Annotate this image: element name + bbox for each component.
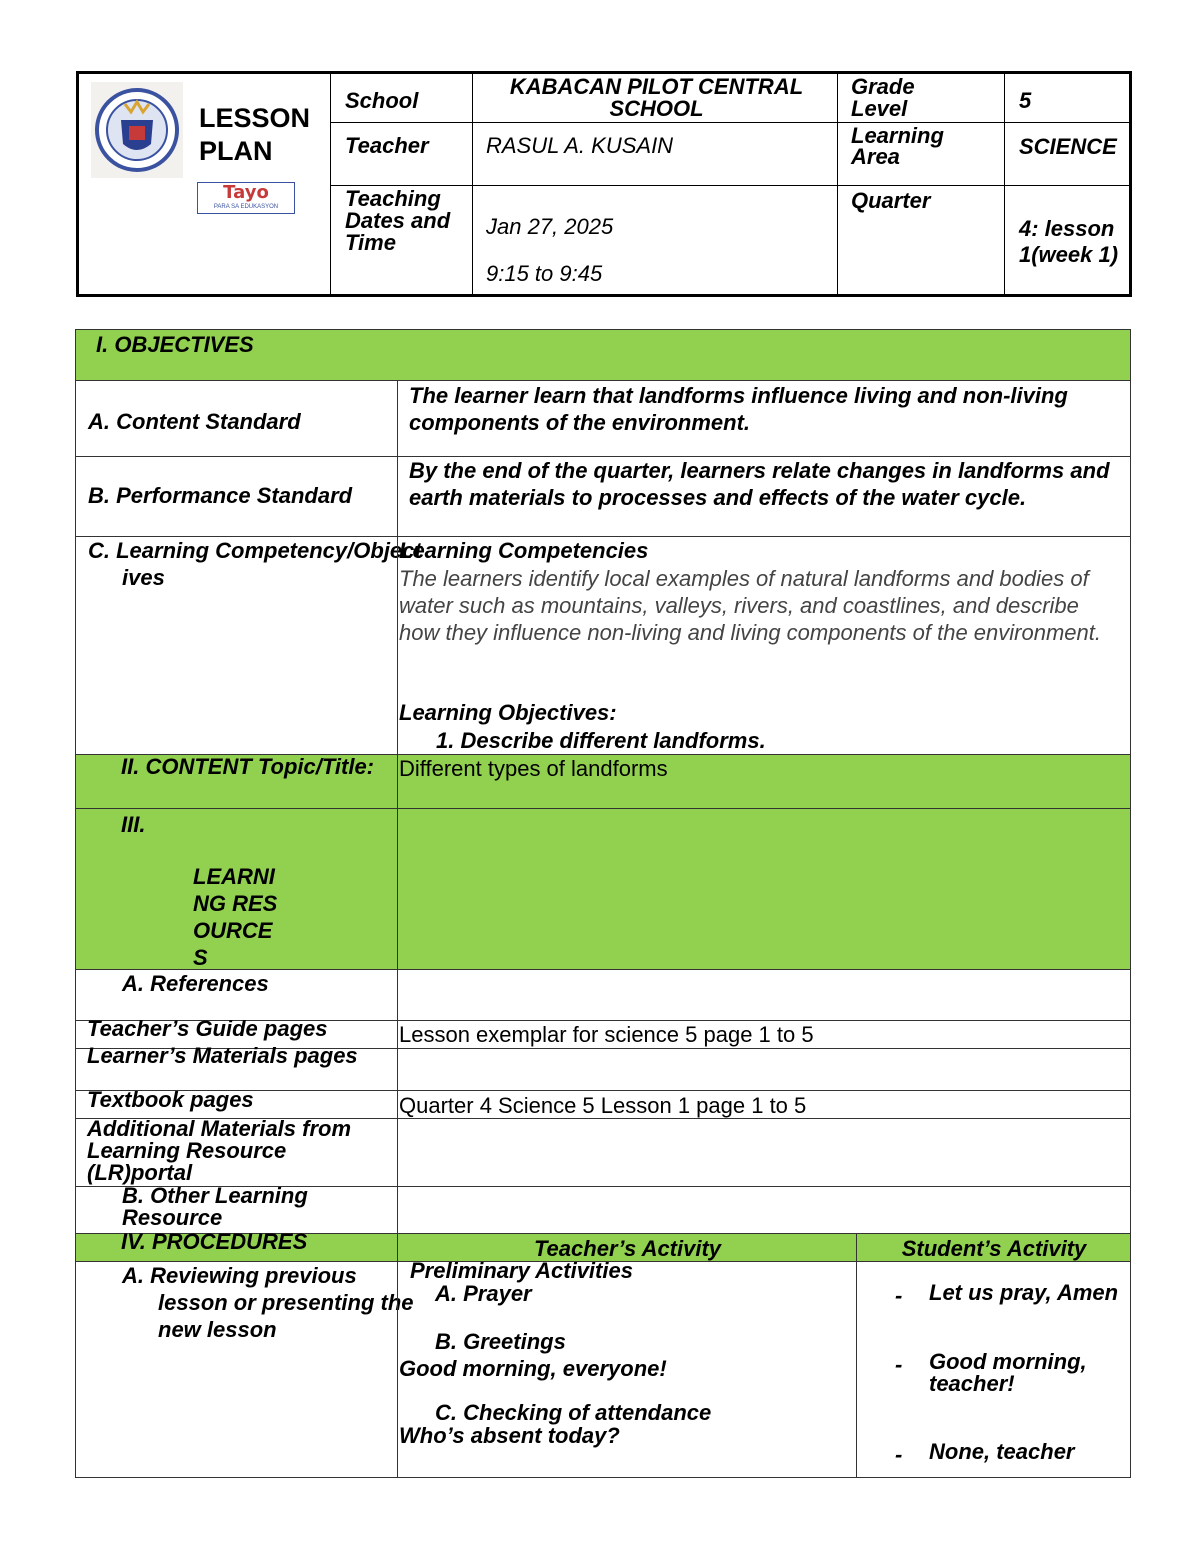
grade-level-label: Grade Level	[851, 74, 915, 121]
competency-label: C. Learning Competency/Objectives	[88, 538, 422, 590]
preliminary-activities: Preliminary Activities	[410, 1258, 633, 1283]
content-value-cell	[397, 754, 1130, 808]
references-value-cell	[397, 969, 1130, 1020]
objective-item: 1. Describe different landforms.	[436, 728, 766, 753]
student-response-2: Good morning, teacher!	[929, 1349, 1087, 1396]
additional-label-cell	[75, 1118, 397, 1186]
references-label: A. References	[122, 971, 269, 996]
review-label: A. Reviewing previous lesson or presenting the new lesson	[122, 1263, 414, 1342]
student-activity-label: Student’s Activity	[901, 1236, 1087, 1261]
teacher-activity-label: Teacher’s Activity	[533, 1236, 722, 1261]
header-table	[76, 71, 1132, 297]
tayo-logo-subtext: PARA SA EDUKASYON	[213, 204, 279, 210]
resources-label: LEARNING RESOURCES	[193, 864, 278, 970]
content-label: II. CONTENT Topic/Title:	[121, 754, 374, 779]
tg-value-cell	[397, 1020, 1130, 1048]
school-label: School	[345, 88, 419, 113]
tg-label: Teacher’s Guide pages	[87, 1016, 328, 1041]
dash-bullet: -	[895, 1352, 903, 1377]
student-activity-cell	[856, 1261, 1130, 1477]
dash-bullet: -	[895, 1283, 903, 1308]
deped-seal-logo	[91, 82, 183, 178]
lesson-plan-title: LESSON PLAN	[199, 103, 311, 166]
references-label-cell	[75, 969, 397, 1020]
textbook-label-cell	[75, 1087, 397, 1118]
content-standard-value: The learner learn that landforms influence living and non-living components of the environment.	[409, 383, 1068, 435]
procedures-label: IV. PROCEDURES	[121, 1229, 308, 1254]
additional-label: Additional Materials from Learning Resource (LR)portal	[87, 1116, 352, 1185]
objectives-heading: I. OBJECTIVES	[96, 332, 254, 357]
textbook-value: Quarter 4 Science 5 Lesson 1 page 1 to 5	[399, 1093, 807, 1118]
student-response-1: Let us pray, Amen	[929, 1280, 1119, 1305]
greeting-line: Good morning, everyone!	[399, 1356, 667, 1381]
resources-label-cell	[75, 808, 397, 969]
resources-number: III.	[121, 812, 146, 837]
lm-label-cell	[75, 1043, 397, 1090]
teacher-activity-cell	[397, 1258, 856, 1477]
competencies-text: The learners identify local examples of natural landforms and bodies of water such as mountains, valleys, rivers, and coastlines, and describe how they influence non-living and living components of the environment.	[399, 566, 1101, 645]
textbook-label: Textbook pages	[87, 1087, 254, 1112]
tayo-logo	[197, 182, 295, 214]
competency-value-cell	[397, 536, 1130, 754]
tg-value: Lesson exemplar for science 5 page 1 to 5	[399, 1022, 814, 1047]
performance-standard-label-cell	[75, 456, 397, 536]
teacher-activity-header	[397, 1233, 856, 1261]
learning-area-label: Learning Area	[851, 123, 944, 169]
additional-value-cell	[397, 1118, 1130, 1186]
quarter-value: 4: lesson 1(week 1)	[1019, 216, 1119, 267]
greetings-item: B. Greetings	[435, 1329, 566, 1354]
lm-label: Learner’s Materials pages	[87, 1043, 358, 1068]
lm-value-cell	[397, 1048, 1130, 1090]
student-response-3: None, teacher	[929, 1439, 1075, 1464]
learning-area-value: SCIENCE	[1019, 134, 1117, 159]
content-standard-label: A. Content Standard	[88, 409, 301, 434]
objectives-heading-sub: Learning Objectives:	[399, 700, 617, 725]
resources-value-cell	[397, 808, 1130, 969]
performance-standard-label: B. Performance Standard	[88, 483, 353, 508]
time-value: 9:15 to 9:45	[486, 261, 603, 286]
other-label-cell	[75, 1183, 397, 1233]
date-value: Jan 27, 2025	[486, 214, 614, 239]
attendance-question: Who’s absent today?	[399, 1423, 620, 1448]
performance-standard-value-cell	[397, 456, 1130, 536]
performance-standard-value: By the end of the quarter, learners relate changes in landforms and earth materials to processes and effects of the water cycle.	[409, 458, 1110, 510]
teacher-value: RASUL A. KUSAIN	[486, 133, 674, 158]
teaching-dates-label: Teaching Dates and Time	[345, 186, 451, 255]
prayer-item: A. Prayer	[435, 1281, 532, 1306]
other-label: B. Other Learning Resource	[122, 1183, 308, 1230]
content-value: Different types of landforms	[399, 756, 668, 781]
procedures-label-cell	[75, 1229, 397, 1261]
other-value-cell	[397, 1186, 1130, 1233]
quarter-label: Quarter	[851, 188, 931, 213]
review-label-cell	[75, 1261, 414, 1477]
dash-bullet: -	[895, 1442, 903, 1467]
content-standard-value-cell	[397, 380, 1130, 456]
teacher-label: Teacher	[345, 133, 429, 158]
objectives-heading-row	[75, 329, 1130, 380]
student-activity-header	[856, 1233, 1130, 1261]
attendance-item: C. Checking of attendance	[435, 1400, 712, 1425]
school-value: KABACAN PILOT CENTRAL SCHOOL	[509, 74, 804, 121]
tayo-logo-text: Tayo	[223, 182, 269, 203]
content-label-cell	[75, 754, 397, 808]
grade-level-value: 5	[1019, 88, 1032, 113]
competency-label-cell	[75, 536, 422, 754]
content-standard-label-cell	[75, 380, 397, 456]
competencies-heading: Learning Competencies	[399, 538, 649, 563]
lesson-plan-table	[75, 329, 1131, 1478]
textbook-value-cell	[397, 1090, 1130, 1118]
